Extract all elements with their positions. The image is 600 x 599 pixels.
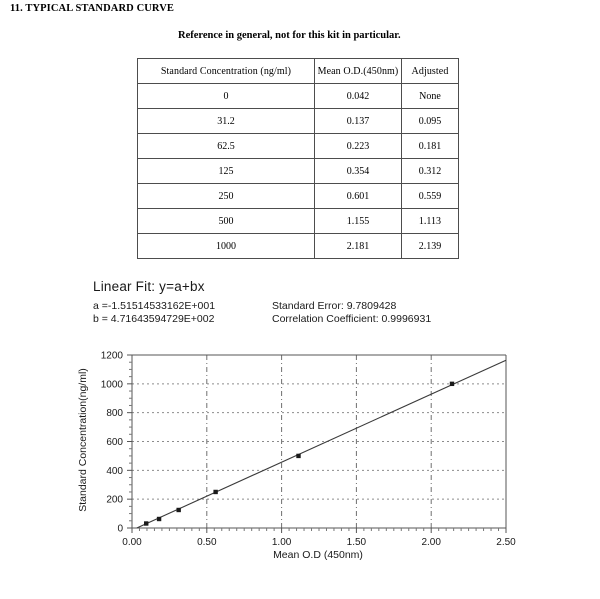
cell-concentration: 125 — [138, 159, 315, 184]
standard-error: Standard Error: 9.7809428 — [272, 300, 397, 312]
chart-canvas — [0, 340, 600, 585]
column-header-adjusted: Adjusted — [402, 59, 459, 84]
cell-adjusted: 0.095 — [402, 109, 459, 134]
y-axis-title: Standard Concentration(ng/ml) — [77, 368, 89, 512]
cell-mean-od: 0.137 — [315, 109, 402, 134]
coefficient-a: a =-1.51514533162E+001 — [93, 300, 216, 312]
table-row — [138, 109, 459, 134]
x-tick-label: 0.50 — [197, 537, 217, 548]
y-tick-label: 1200 — [100, 350, 123, 362]
column-header-concentration: Standard Concentration (ng/ml) — [138, 59, 315, 84]
cell-concentration: 500 — [138, 209, 315, 234]
y-tick-label: 200 — [106, 494, 123, 506]
reference-note: Reference in general, not for this kit in particular. — [178, 30, 401, 41]
y-tick-label: 0 — [117, 523, 123, 535]
cell-adjusted: 2.139 — [402, 234, 459, 259]
x-tick-label: 0.00 — [122, 537, 142, 548]
table-row — [138, 134, 459, 159]
cell-adjusted: 0.312 — [402, 159, 459, 184]
cell-mean-od: 0.601 — [315, 184, 402, 209]
cell-adjusted: 0.181 — [402, 134, 459, 159]
x-axis-title: Mean O.D (450nm) — [273, 549, 363, 561]
page-title: 11. TYPICAL STANDARD CURVE — [10, 3, 175, 14]
cell-mean-od: 2.181 — [315, 234, 402, 259]
column-header-mean-od: Mean O.D.(450nm) — [315, 59, 402, 84]
coefficient-b: b = 4.71643594729E+002 — [93, 313, 215, 325]
table-row — [138, 184, 459, 209]
y-tick-label: 800 — [106, 408, 123, 420]
table-row — [138, 159, 459, 184]
cell-mean-od: 0.354 — [315, 159, 402, 184]
cell-adjusted: None — [402, 84, 459, 109]
cell-concentration: 250 — [138, 184, 315, 209]
cell-mean-od: 0.223 — [315, 134, 402, 159]
horizontal-gridlines — [132, 384, 506, 499]
y-tick-label: 400 — [106, 465, 123, 477]
table-row — [138, 209, 459, 234]
table-row — [138, 234, 459, 259]
x-tick-label: 1.50 — [346, 537, 367, 548]
table-row — [138, 84, 459, 109]
standard-curve-table — [137, 58, 459, 259]
x-axis-tick-labels — [122, 537, 516, 548]
table-header-row — [138, 59, 459, 84]
cell-mean-od: 0.042 — [315, 84, 402, 109]
linear-fit-coefficients — [93, 300, 215, 326]
linear-fit-statistics — [272, 300, 431, 326]
cell-concentration: 0 — [138, 84, 315, 109]
y-axis-tick-labels — [101, 351, 124, 535]
cell-adjusted: 1.113 — [402, 209, 459, 234]
correlation-coefficient: Correlation Coefficient: 0.9996931 — [272, 313, 432, 325]
cell-concentration: 62.5 — [138, 134, 315, 159]
cell-concentration: 1000 — [138, 234, 315, 259]
cell-mean-od: 1.155 — [315, 209, 402, 234]
x-tick-label: 2.50 — [496, 537, 516, 548]
x-tick-label: 1.00 — [271, 537, 292, 548]
y-tick-label: 1000 — [100, 379, 123, 391]
linear-fit-title: Linear Fit: y=a+bx — [93, 279, 205, 294]
cell-concentration: 31.2 — [138, 109, 315, 134]
cell-adjusted: 0.559 — [402, 184, 459, 209]
x-tick-label: 2.00 — [421, 537, 441, 548]
y-tick-label: 600 — [106, 437, 123, 448]
standard-curve-chart — [0, 340, 600, 585]
